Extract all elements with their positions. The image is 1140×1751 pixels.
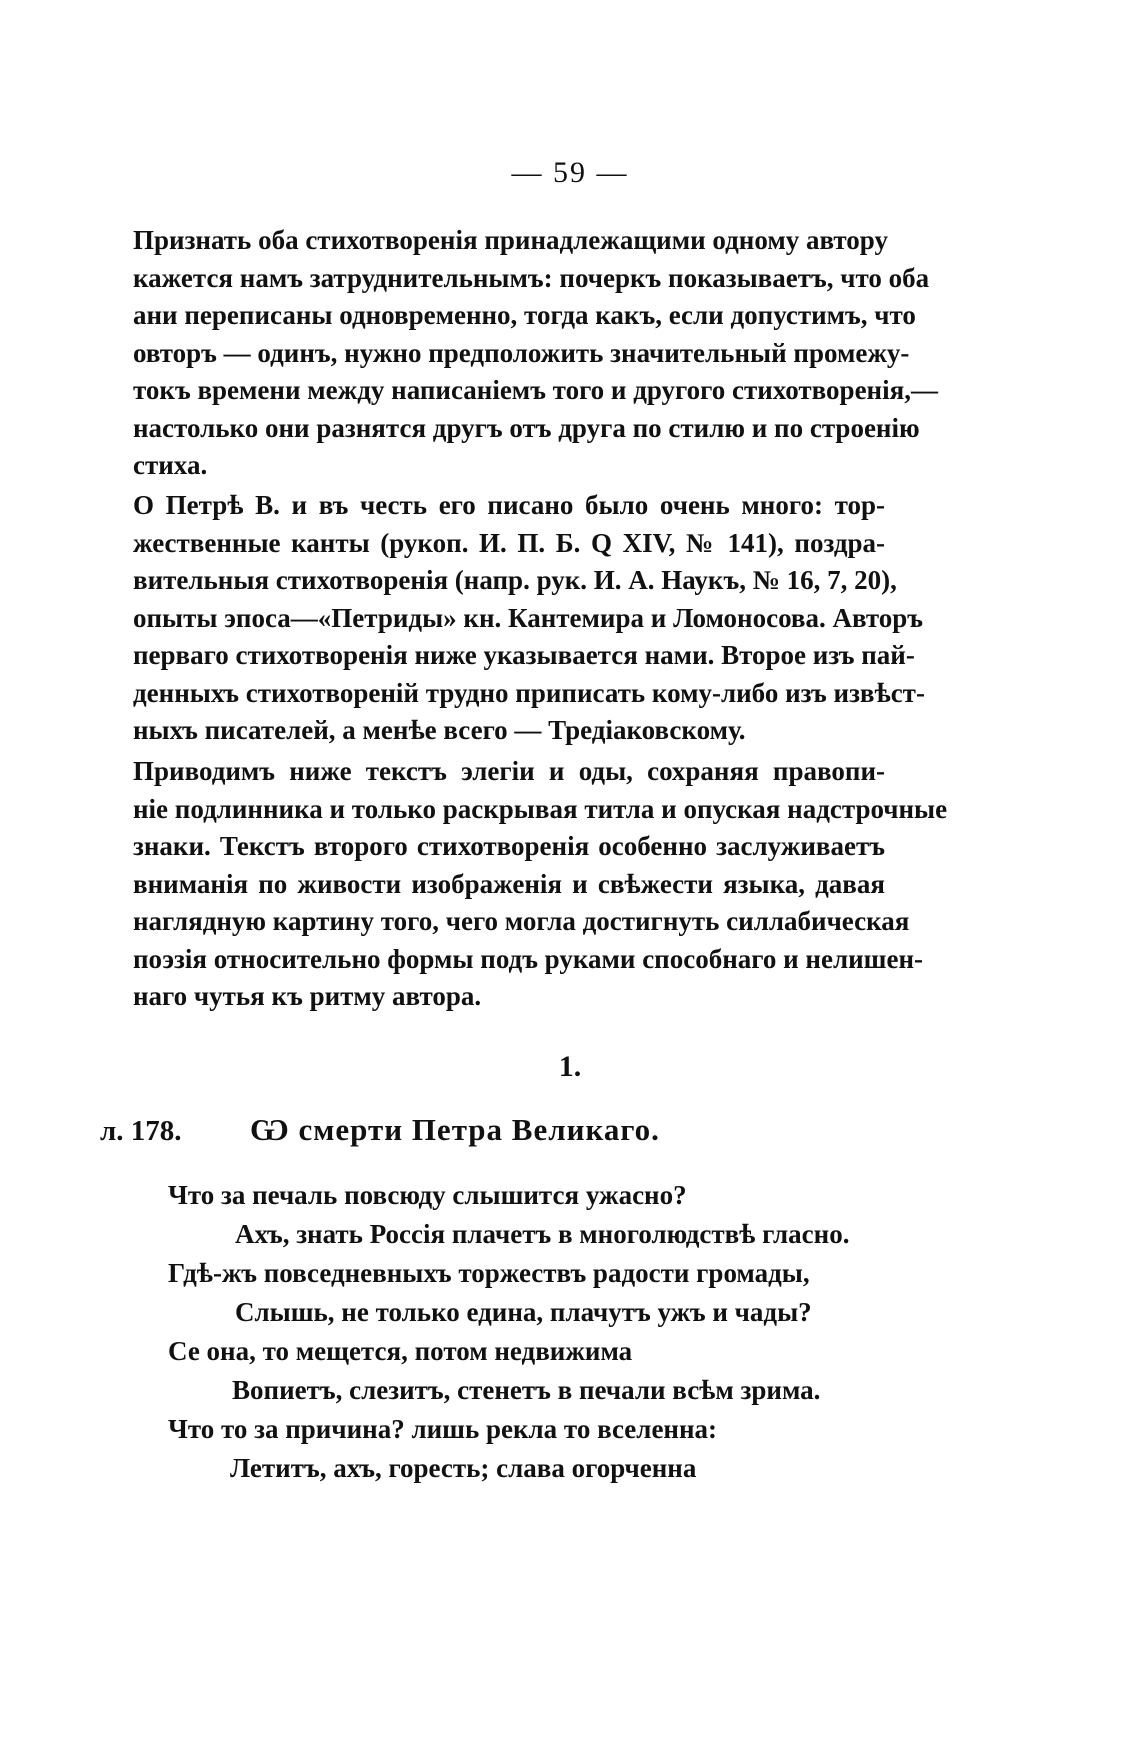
poem-title: Ѡ смерти Петра Великаго.	[250, 1112, 660, 1147]
poem-line: Ахъ, знать Россія плачетъ в многолюдствѣ гласно.	[235, 1219, 850, 1249]
paragraph-1	[133, 222, 938, 485]
text-line: наго чутья къ ритму автора.	[133, 981, 482, 1011]
paragraph-3	[133, 753, 948, 1016]
page-number: — 59 —	[511, 156, 629, 189]
poem-line: Вопиетъ, слезитъ, стенетъ в печали всѣм зрима.	[232, 1375, 821, 1405]
text-line: ныхъ писателей, а менѣе всего — Тредіаковскому.	[133, 715, 746, 745]
manuscript-reference: л. 178.	[100, 1115, 182, 1147]
paragraph-2	[133, 487, 925, 750]
text-line: поэзія относительно формы подъ руками способнаго и нелишен-	[133, 943, 923, 974]
section-number: 1.	[558, 1050, 582, 1083]
text-line: жественные канты (рукоп. И. П. Б. Q XIV, № 141), поздра-	[133, 527, 885, 558]
text-line: вительныя стихотворенія (напр. рук. И. А. Наукъ, № 16, 7, 20),	[133, 565, 897, 595]
poem-line: Се она, то мещется, потом недвижима	[168, 1336, 633, 1366]
text-line: опыты эпоса—«Петриды» кн. Кантемира и Ломоносова. Авторъ	[133, 602, 924, 633]
text-line: ніе подлинника и только раскрывая титла и опуская надстрочные	[133, 793, 948, 824]
text-line: вниманія по живости изображенія и свѣжести языка, давая	[133, 868, 885, 899]
text-line: настолько они разнятся другъ отъ друга по стилю и по строенію	[133, 412, 920, 443]
text-line: денныхъ стихотвореній трудно приписать кому-либо изъ извѣст-	[133, 677, 925, 708]
poem-line: Летитъ, ахъ, горесть; слава огорченна	[230, 1453, 697, 1483]
text-line: Признать оба стихотворенія принадлежащими одному автору	[133, 225, 888, 255]
poem-line: Что за печаль повсюду слышится ужасно?	[168, 1180, 687, 1210]
text-line: перваго стихотворенія ниже указывается нами. Второе изъ пай-	[133, 640, 915, 670]
poem-line: Гдѣ-жъ повседневныхъ торжествъ радости громады,	[168, 1258, 810, 1288]
text-line: кажется намъ затруднительнымъ: почеркъ показываетъ, что оба	[133, 262, 930, 293]
poem-line: Что то за причина? лишь рекла то вселенна:	[168, 1414, 718, 1444]
text-line: О Петрѣ В. и въ честь его писано было очень много: тор-	[133, 490, 885, 520]
text-line: овторъ — одинъ, нужно предположить значительный промежу-	[133, 337, 910, 368]
text-line: токъ времени между написаніемъ того и другого стихотворенія,—	[133, 375, 938, 405]
text-line: наглядную картину того, чего могла достигнуть силлабическая	[133, 906, 910, 936]
poem-line: Слышь, не только едина, плачутъ ужъ и чады?	[235, 1297, 812, 1327]
text-line: стиха.	[133, 450, 208, 480]
text-line: ани переписаны одновременно, тогда какъ, если допустимъ, что	[133, 300, 916, 330]
text-line: Приводимъ ниже текстъ элегіи и оды, сохраняя правопи-	[133, 756, 885, 786]
text-line: знаки. Текстъ второго стихотворенія особенно заслуживаетъ	[133, 831, 885, 861]
